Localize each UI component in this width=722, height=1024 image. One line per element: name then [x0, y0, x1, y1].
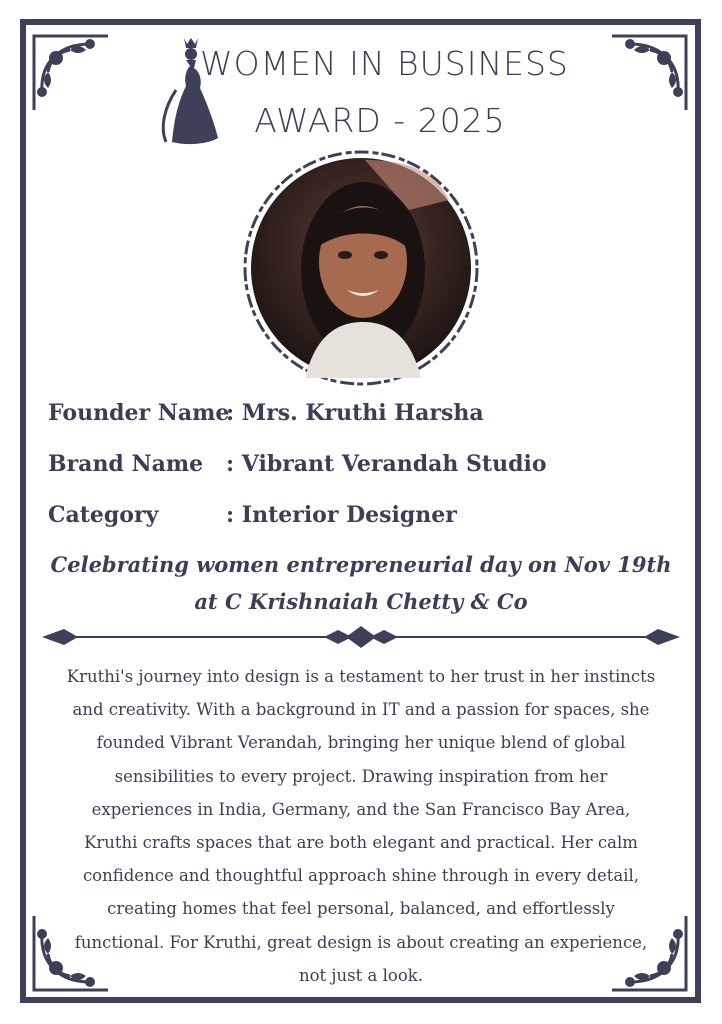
founder-name-label: Founder Name [48, 400, 230, 426]
event-line1: Celebrating women entrepreneurial day on Nov 19th [50, 552, 672, 577]
corner-ornament-icon [608, 32, 690, 114]
founder-name-row [48, 400, 484, 426]
award-title-line2: AWARD - 2025 [254, 101, 506, 140]
founder-name-value: : Mrs. Kruthi Harsha [226, 400, 484, 426]
bio-line: functional. For Kruthi, great design is about creating an experience, [74, 932, 648, 952]
event-line2: at C Krishnaiah Chetty & Co [194, 589, 528, 614]
corner-ornament-icon [30, 32, 112, 114]
brand-name-row [48, 451, 547, 477]
brand-name-label: Brand Name [48, 451, 204, 477]
brand-name-value: : Vibrant Verandah Studio [226, 451, 547, 477]
bio-paragraph [46, 660, 676, 992]
bio-line: Kruthi's journey into design is a testament to her trust in her instincts [66, 667, 656, 686]
bio-line: and creativity. With a background in IT and a passion for spaces, she [72, 700, 650, 720]
category-value: : Interior Designer [226, 502, 457, 528]
category-row [48, 502, 457, 528]
award-title-line1: WOMEN IN BUSINESS [200, 44, 569, 83]
bio-line: not just a look. [299, 965, 423, 985]
ornamental-divider-icon [40, 622, 682, 652]
portrait-photo [235, 150, 487, 386]
bio-line: Kruthi crafts spaces that are both elegant and practical. Her calm [84, 833, 638, 853]
bio-line: founded Vibrant Verandah, bringing her unique blend of global [96, 733, 626, 753]
category-label: Category [48, 502, 159, 528]
bio-line: confidence and thoughtful approach shine through in every detail, [82, 866, 640, 886]
bio-line: experiences in India, Germany, and the San Francisco Bay Area, [91, 799, 631, 819]
bio-line: sensibilities to every project. Drawing inspiration from her [114, 766, 608, 786]
bio-line: creating homes that feel personal, balanced, and effortlessly [107, 899, 615, 919]
